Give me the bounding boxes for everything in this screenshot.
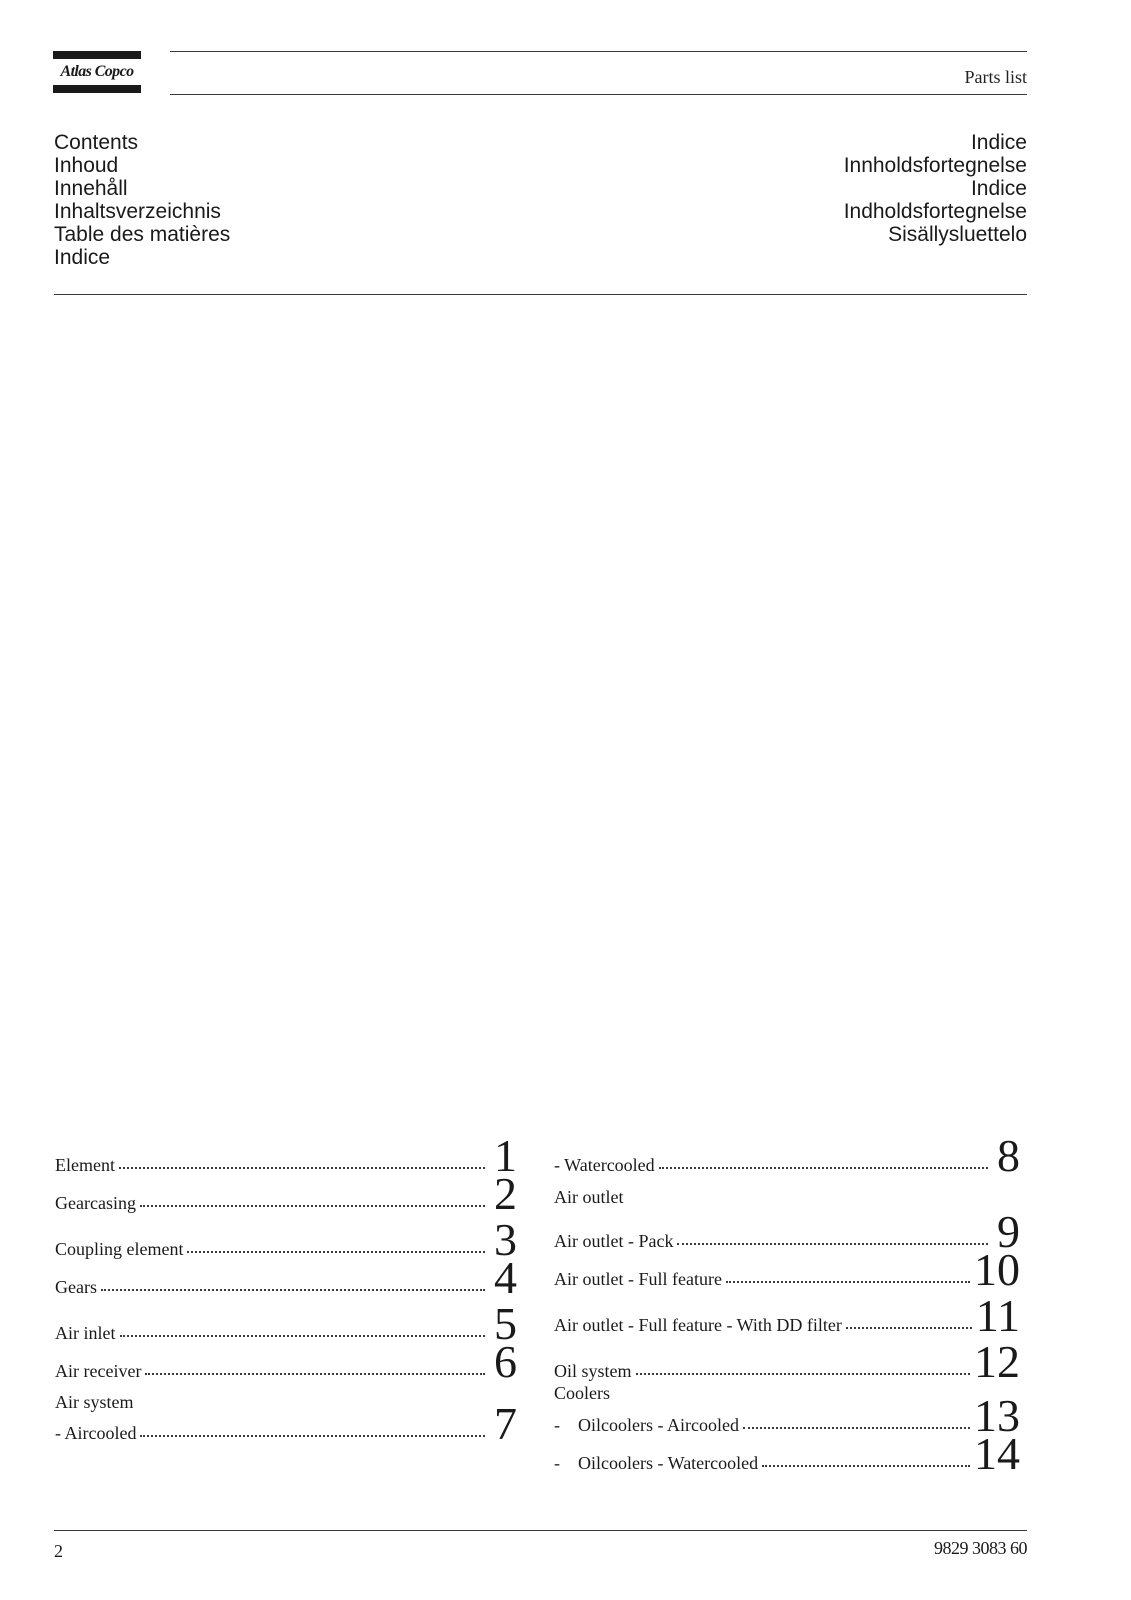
dot-leader [101,1288,485,1291]
toc-entry-label: Air outlet - Pack [554,1231,674,1251]
toc-entry-page: 5 [494,1298,517,1349]
contents-heading: Indholdsfortegnelse [843,200,1027,223]
toc-entry-page: 14 [974,1428,1020,1479]
toc-entry-page: 6 [494,1336,517,1387]
dot-leader [140,1434,485,1437]
contents-headings-left [54,131,230,269]
contents-heading: Contents [54,131,139,154]
document-number: 9829 3083 60 [934,1538,1027,1558]
dot-leader [726,1280,970,1283]
toc-entry-page: 9 [997,1206,1020,1257]
dot-leader [187,1250,485,1253]
logo-wordmark: Atlas Copco [60,63,134,80]
toc-entry-element[interactable] [55,1130,517,1181]
toc-entry-oil-system[interactable] [554,1336,1020,1387]
toc-entry-label: Air inlet [55,1323,116,1343]
toc-group-air-system: Air system [55,1392,134,1412]
contents-heading: Inhaltsverzeichnis [54,200,221,223]
dot-leader [119,1166,485,1169]
toc-entry-label: Air outlet - Full feature [554,1269,722,1289]
contents-heading: Indice [970,177,1027,200]
toc-entry-label: Air outlet - Full feature - With DD filter [554,1315,842,1335]
document-type: Parts list [964,67,1027,87]
toc-entry-page: 10 [974,1244,1020,1295]
toc-entry-page: 11 [975,1290,1020,1341]
dot-leader [145,1372,485,1375]
toc-entry-page: 13 [974,1390,1020,1441]
header-bottom-rule [170,94,1027,95]
toc-entry-label: - Aircooled [55,1423,137,1443]
toc-entry-oilcoolers-aircooled[interactable] [554,1390,1020,1441]
toc-entry-label: - Watercooled [554,1155,655,1175]
dot-leader [677,1242,988,1245]
toc-entry-gears[interactable] [55,1252,517,1303]
toc-entry-label: Coupling element [55,1239,184,1259]
toc-entry-label: Air receiver [55,1361,142,1381]
toc-entry-page: 1 [494,1130,517,1181]
toc-entry-label: Gears [55,1277,97,1297]
contents-headings-right [844,131,1027,246]
toc-entry-coupling-element[interactable] [55,1214,517,1265]
contents-divider [54,294,1027,295]
toc-entry-label: - Oilcoolers - Watercooled [554,1453,759,1473]
toc-entry-watercooled[interactable] [554,1130,1020,1181]
contents-heading: Innehåll [54,177,128,200]
dot-leader [120,1334,486,1337]
contents-heading: Indice [54,246,111,269]
toc-entry-page: 4 [494,1252,517,1303]
toc-entry-air-outlet-dd-filter[interactable] [554,1290,1020,1341]
toc-entry-air-receiver[interactable] [55,1336,517,1387]
dot-leader [659,1166,988,1169]
toc-entry-label: Oil system [554,1361,632,1381]
toc-entry-page: 7 [494,1398,517,1449]
page-number: 2 [54,1541,63,1561]
toc-entry-label: - Oilcoolers - Aircooled [554,1415,739,1435]
toc-entry-air-outlet-pack[interactable] [554,1206,1020,1257]
logo-top-bar [53,51,141,59]
toc-entry-air-inlet[interactable] [55,1298,517,1349]
toc-entry-page: 3 [494,1214,517,1265]
contents-heading: Table des matières [54,223,231,246]
toc-group-coolers: Coolers [554,1383,610,1403]
contents-heading: Indice [970,131,1027,154]
toc-group-air-outlet: Air outlet [554,1187,624,1207]
logo-bottom-bar [53,85,141,93]
dot-leader [762,1464,970,1467]
toc-entry-label: Element [55,1155,115,1175]
atlas-copco-logo [53,51,141,93]
toc-entry-label: Gearcasing [55,1193,136,1213]
contents-heading: Inhoud [54,154,119,177]
toc-entry-page: 2 [494,1168,517,1219]
contents-heading: Sisällysluettelo [888,223,1027,246]
toc-entry-gearcasing[interactable] [55,1168,517,1219]
toc-entry-page: 8 [997,1130,1020,1181]
dot-leader [743,1426,970,1429]
toc-entry-page: 12 [974,1336,1020,1387]
toc-entry-air-outlet-full-feature[interactable] [554,1244,1020,1295]
toc-entry-oilcoolers-watercooled[interactable] [554,1428,1020,1479]
dot-leader [140,1204,485,1207]
footer-rule [54,1530,1027,1531]
dot-leader [636,1372,970,1375]
dot-leader [846,1326,972,1329]
header-top-rule [170,51,1027,52]
contents-heading: Innholdsfortegnelse [843,154,1027,177]
